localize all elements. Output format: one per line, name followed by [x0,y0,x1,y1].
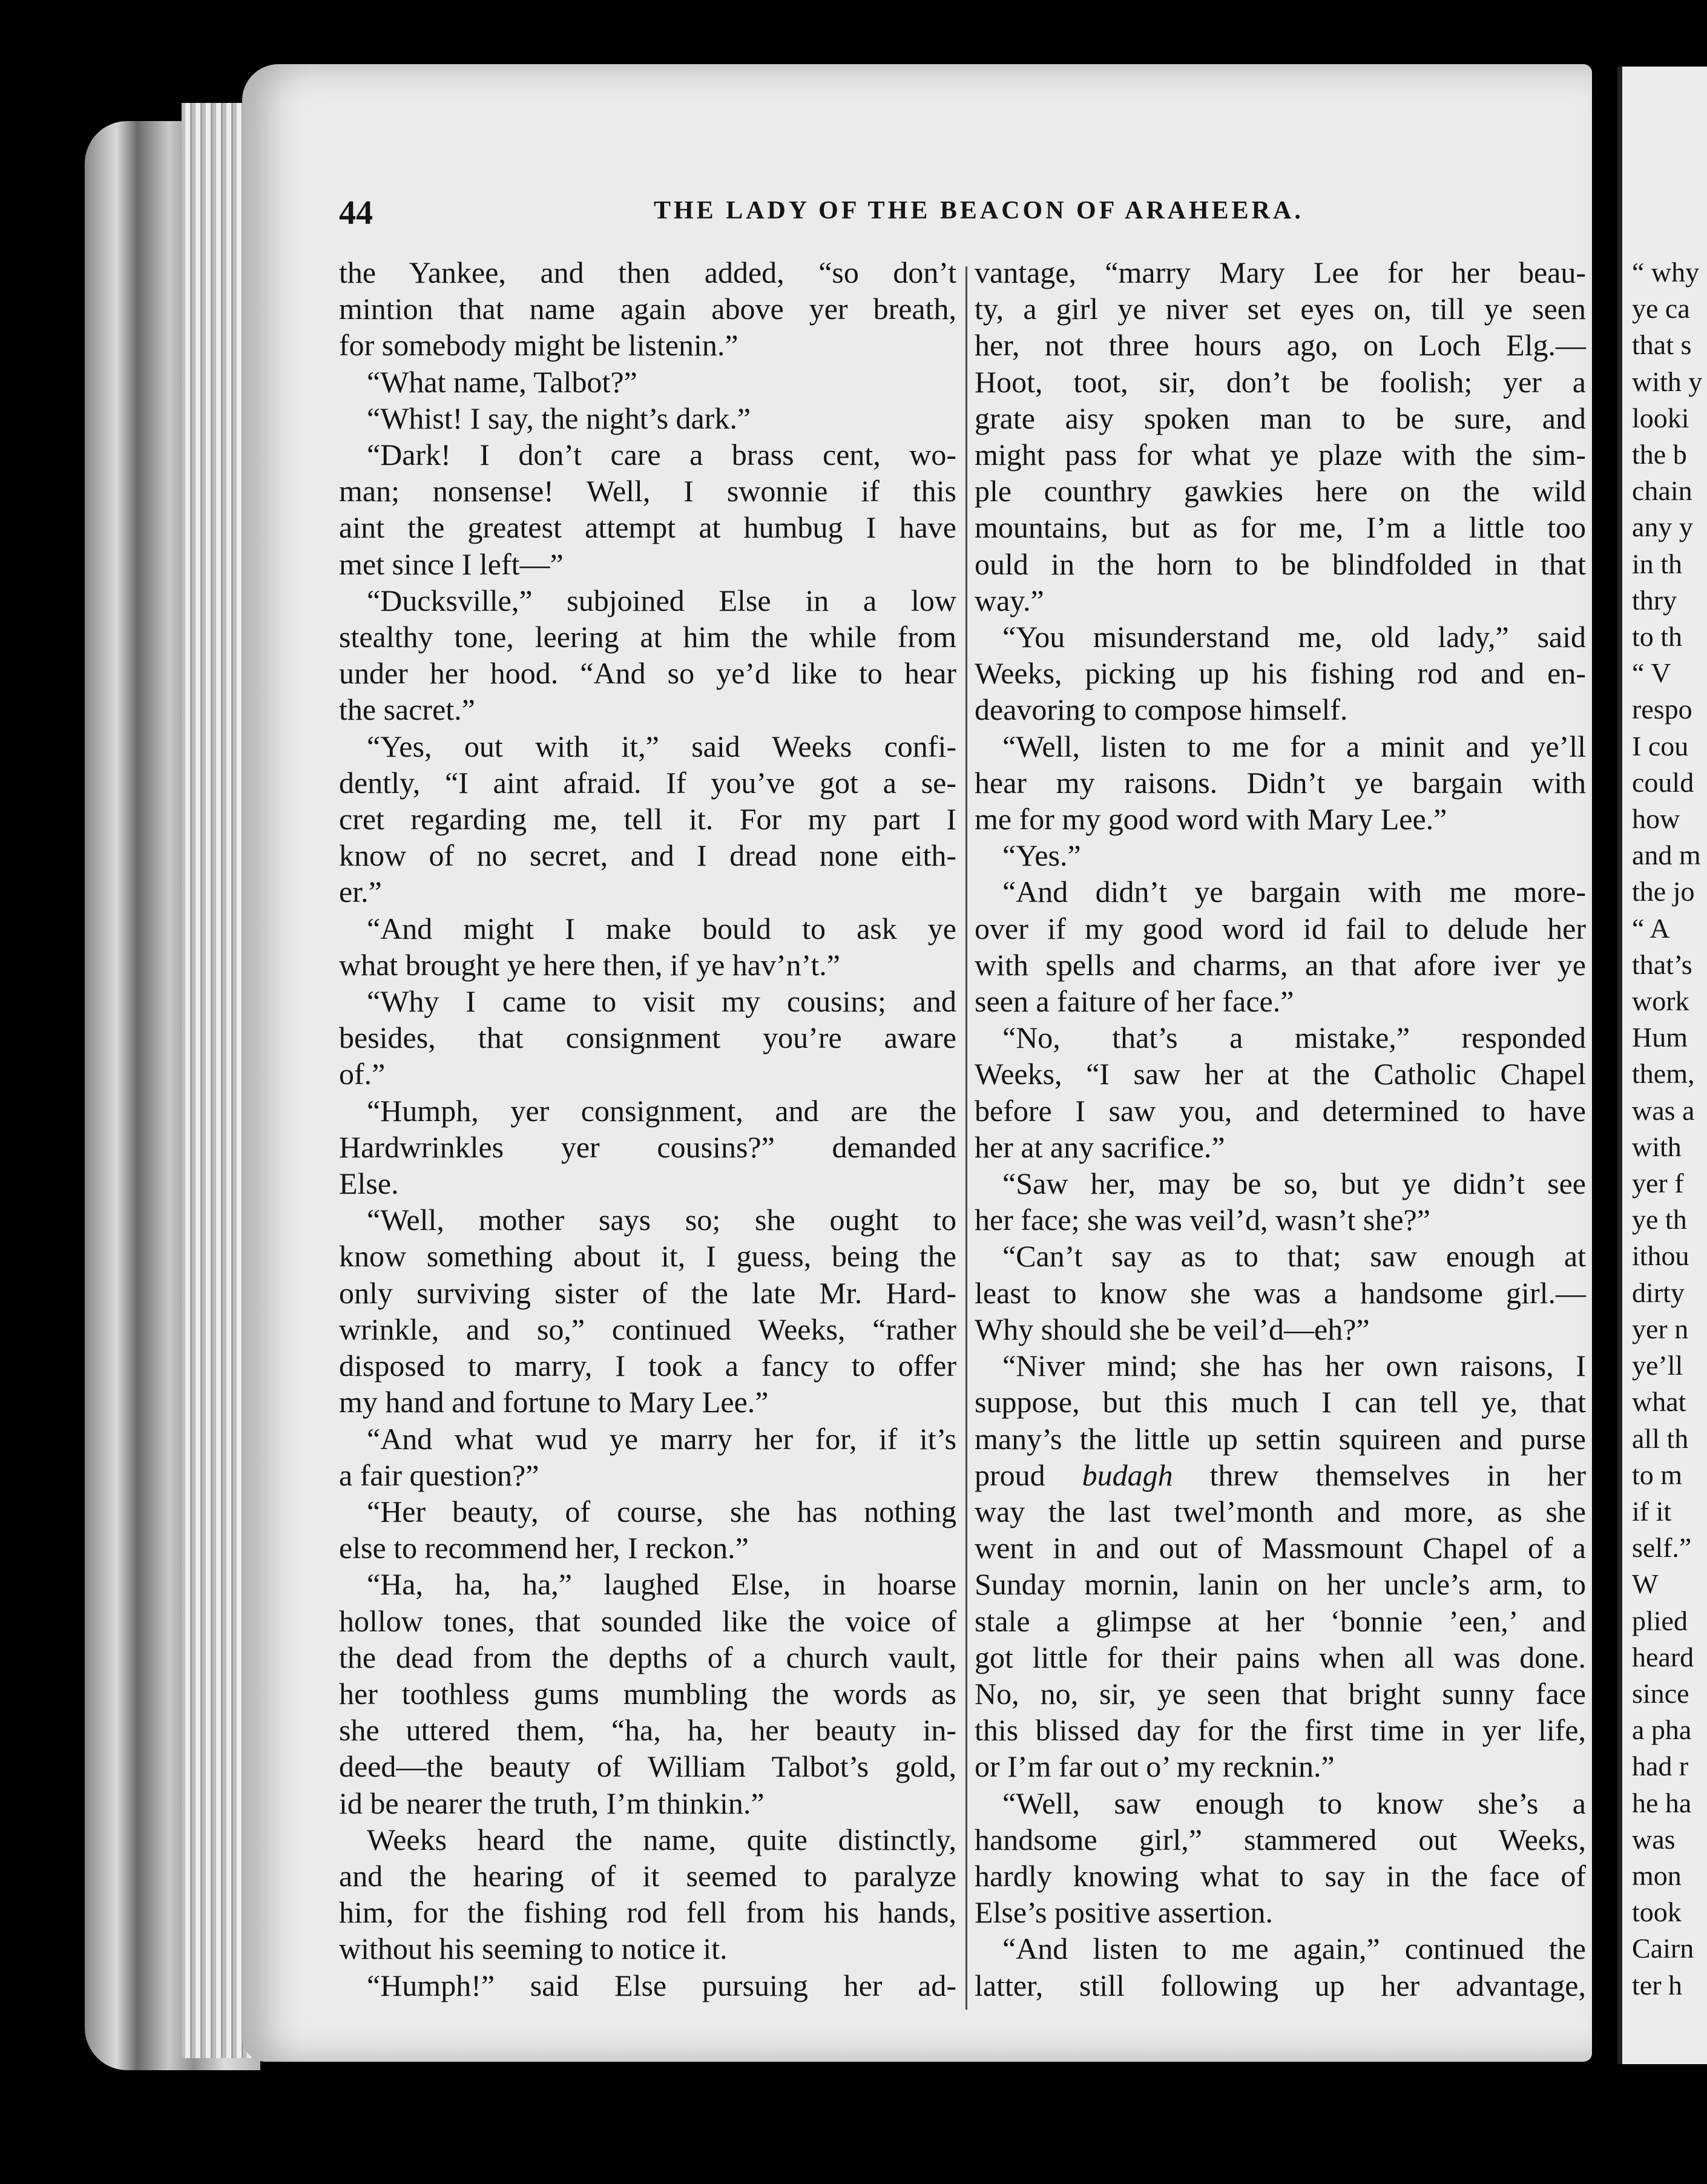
fragment-line: he ha [1632,1787,1692,1818]
text-line: “And what wud ye marry her for, if it’s [367,1421,956,1456]
text-line: of.” [339,1057,386,1091]
text-line: hollow tones, that sounded like the voice of [339,1603,956,1638]
text-line: me for my good word with Mary Lee.” [975,802,1447,837]
text-line: hardly knowing what to say in the face of [975,1858,1586,1893]
text-line: “Ducksville,” subjoined Else in a low [367,583,956,617]
text-line: “What name, Talbot?” [367,364,637,399]
text-line: “Niver mind; she has her own raisons, I [1002,1349,1586,1383]
text-line: “And listen to me again,” continued the [1002,1932,1586,1966]
text-line: mintion that name again above yer breath, [339,292,956,326]
text-line: ould in the horn to be blindfolded in that [975,547,1586,581]
text-line: Sunday mornin, lanin on her uncle’s arm, to [975,1567,1586,1602]
text-line: “Well, saw enough to know she’s a [1002,1786,1586,1820]
fragment-line: plied [1632,1605,1688,1636]
text-line: “Humph, yer consignment, and are the [367,1093,956,1128]
fragment-line: Cairn [1632,1933,1694,1964]
fragment-line: with y [1632,366,1703,397]
text-line: hear my raisons. Didn’t ye bargain with [975,765,1586,800]
text-line: the sacret.” [339,692,475,727]
fragment-line: the jo [1632,876,1695,907]
fragment-line: respo [1632,694,1692,725]
text-line: way the last twel’month and more, as she [975,1494,1586,1528]
fragment-line: “ A [1632,912,1670,944]
text-line: him, for the fishing rod fell from his hands, [339,1895,956,1930]
fragment-line: thry [1632,584,1677,616]
fragment-line: the b [1632,439,1687,470]
text-line: “Yes, out with it,” said Weeks confi- [367,729,956,763]
text-line: for somebody might be listenin.” [339,328,738,363]
column-divider [965,266,967,2010]
text-line: met since I left—” [339,547,564,581]
text-line: least to know she was a handsome girl.— [975,1275,1586,1310]
text-line: got little for their pains when all was done. [975,1640,1586,1674]
text-line: and the hearing of it seemed to paralyze [339,1858,956,1893]
text-line: “Well, mother says so; she ought to [367,1203,956,1237]
text-line: under her hood. “And so ye’d like to hear [339,656,956,691]
fragment-line: in th [1632,548,1683,579]
fragment-line: “ why [1632,257,1700,288]
fragment-line: ter h [1632,1969,1683,2001]
fragment-line: that’s [1632,949,1692,980]
text-line: her toothless gums mumbling the words as [339,1676,956,1711]
fragment-line: self.” [1632,1532,1692,1564]
text-line: “Ha, ha, ha,” laughed Else, in hoarse [367,1567,956,1602]
text-line: her, not three hours ago, on Loch Elg.— [975,328,1586,363]
fragment-line: how [1632,803,1680,835]
text-line: Weeks, picking up his fishing rod and en- [975,656,1586,691]
text-line: over if my good word id fail to delude her [975,911,1586,946]
fragment-line: could [1632,766,1694,798]
text-line: a fair question?” [339,1458,539,1492]
page-number: 44 [339,194,373,232]
fragment-line: yer n [1632,1313,1689,1344]
fragment-line: ye’ll [1632,1350,1683,1381]
fragment-line: and m [1632,840,1701,871]
fragment-line: was [1632,1823,1676,1855]
text-line: “Yes.” [1002,838,1081,873]
fragment-line: to th [1632,621,1683,653]
text-line: “Dark! I don’t care a brass cent, wo- [367,438,956,472]
running-head [339,194,1592,230]
text-line: her at any sacrifice.” [975,1130,1225,1164]
text-line: deed—the beauty of William Talbot’s gold, [339,1749,956,1784]
fragment-line: ithou [1632,1240,1689,1272]
text-line: her face; she was veil’d, wasn’t she?” [975,1203,1430,1237]
text-line: else to recommend her, I reckon.” [339,1531,749,1565]
fragment-line: took [1632,1896,1682,1928]
text-line: what brought ye here then, if ye hav’n’t.” [339,947,840,982]
text-line: my hand and fortune to Mary Lee.” [339,1385,769,1419]
fragment-line: chain [1632,475,1692,507]
text-line: “Well, listen to me for a minit and ye’ll [1002,729,1586,763]
text-line: stealthy tone, leering at him the while from [339,620,956,654]
running-title: THE LADY OF THE BEACON OF ARAHEERA. [654,197,1304,225]
text-line: deavoring to compose himself. [975,692,1348,727]
text-line: many’s the little up settin squireen and purse [975,1421,1586,1456]
text-line: the dead from the depths of a church vault, [339,1640,956,1674]
text-line: handsome girl,” stammered out Weeks, [975,1822,1586,1857]
fragment-line: a pha [1632,1714,1692,1746]
fragment-line: them, [1632,1058,1695,1090]
text-line: she uttered them, “ha, ha, her beauty in- [339,1713,956,1748]
text-line: know something about it, I guess, being the [339,1239,956,1274]
text-line: “Whist! I say, the night’s dark.” [367,401,751,435]
fragment-line: what [1632,1386,1686,1418]
text-line: besides, that consignment you’re aware [339,1021,956,1055]
text-line: disposed to marry, I took a fancy to offer [339,1349,956,1383]
fragment-line: had r [1632,1751,1689,1782]
text-line: stale a glimpse at her ‘bonnie ’een,’ and [975,1603,1586,1638]
text-line: know of no secret, and I dread none eith- [339,838,956,873]
text-line: man; nonsense! Well, I swonnie if this [339,474,956,508]
fragment-line: that s [1632,329,1692,361]
text-line: er.” [339,875,382,909]
text-line: cret regarding me, tell it. For my part I [339,802,956,837]
text-line: grate aisy spoken man to be sure, and [975,401,1586,435]
text-line: before I saw you, and determined to have [975,1093,1586,1128]
text-line: “Humph!” said Else pursuing her ad- [367,1968,956,2002]
fragment-line: mon [1632,1860,1682,1891]
fragment-line: to m [1632,1459,1683,1490]
text-line: vantage, “marry Mary Lee for her beau- [975,255,1586,289]
text-line: only surviving sister of the late Mr. Hard- [339,1275,956,1310]
right-page-text [1622,254,1702,2004]
italic-word: budagh [1082,1458,1173,1492]
fragment-line: since [1632,1677,1689,1709]
fragment-line: “ V [1632,657,1671,689]
text-line: Else’s positive assertion. [975,1895,1273,1930]
text-line: No, no, sir, ye seen that bright sunny face [975,1676,1586,1711]
text-line: “And didn’t ye bargain with me more- [1002,875,1586,909]
text-line: proud budagh threw themselves in her [975,1458,1586,1492]
right-page-fragment [1617,67,1707,2064]
fragment-line: heard [1632,1641,1694,1673]
text-line: might pass for what ye plaze with the sim- [975,438,1586,472]
text-line: seen a faiture of her face.” [975,984,1294,1019]
fragment-line: any y [1632,511,1693,543]
fragment-line: was a [1632,1094,1695,1126]
text-line: Why should she be veil’d—eh?” [975,1312,1370,1346]
fragment-line: ye ca [1632,293,1690,324]
text-line: “No, that’s a mistake,” responded [1002,1021,1586,1055]
right-column [975,254,1586,2004]
text-line: mountains, but as for me, I’m a little too [975,510,1586,545]
text-line: way.” [975,583,1044,617]
fragment-line: work [1632,985,1689,1017]
text-line: “And might I make bould to ask ye [367,911,956,946]
text-line: with spells and charms, an that afore iver ye [975,947,1586,982]
fragment-line: if it [1632,1495,1672,1527]
text-line: “Her beauty, of course, she has nothing [367,1494,956,1528]
text-line: suppose, but this much I can tell ye, that [975,1385,1586,1419]
text-line: Weeks, “I saw her at the Catholic Chapel [975,1057,1586,1091]
fragment-line: Hum [1632,1022,1688,1053]
text-line: id be nearer the truth, I’m thinkin.” [339,1786,765,1820]
text-line: ple counthry gawkies here on the wild [975,474,1586,508]
text-line: or I’m far out o’ my recknin.” [975,1749,1335,1784]
text-line: the Yankee, and then added, “so don’t [339,255,956,289]
text-line: Hardwrinkles yer cousins?” demanded [339,1130,956,1164]
text-line: “Can’t say as to that; saw enough at [1002,1239,1586,1274]
text-line: “Saw her, may be so, but ye didn’t see [1002,1166,1586,1201]
fragment-line: all th [1632,1423,1689,1454]
text-line: Else. [339,1166,399,1201]
text-line: aint the greatest attempt at humbug I have [339,510,956,545]
fragment-line: dirty [1632,1277,1685,1308]
text-line: ty, a girl ye niver set eyes on, till ye seen [975,292,1586,326]
fragment-line: ye th [1632,1204,1687,1235]
fragment-line: with [1632,1131,1682,1162]
fragment-line: yer f [1632,1168,1684,1199]
fragment-line: looki [1632,402,1689,433]
left-column [339,254,956,2004]
text-line: “You misunderstand me, old lady,” said [1002,620,1586,654]
text-line: dently, “I aint afraid. If you’ve got a se- [339,765,956,800]
text-line: latter, still following up her advantage, [975,1968,1586,2002]
text-line: wrinkle, and so,” continued Weeks, “rather [339,1312,956,1346]
text-line: Weeks heard the name, quite distinctly, [367,1822,956,1857]
fragment-line: I cou [1632,730,1689,761]
text-line: “Why I came to visit my cousins; and [367,984,956,1019]
text-line: without his seeming to notice it. [339,1932,728,1966]
fragment-line: W [1632,1568,1659,1600]
text-line: this blissed day for the first time in yer life, [975,1713,1586,1748]
text-line: went in and out of Massmount Chapel of a [975,1531,1586,1565]
text-line: Hoot, toot, sir, don’t be foolish; yer a [975,364,1586,399]
